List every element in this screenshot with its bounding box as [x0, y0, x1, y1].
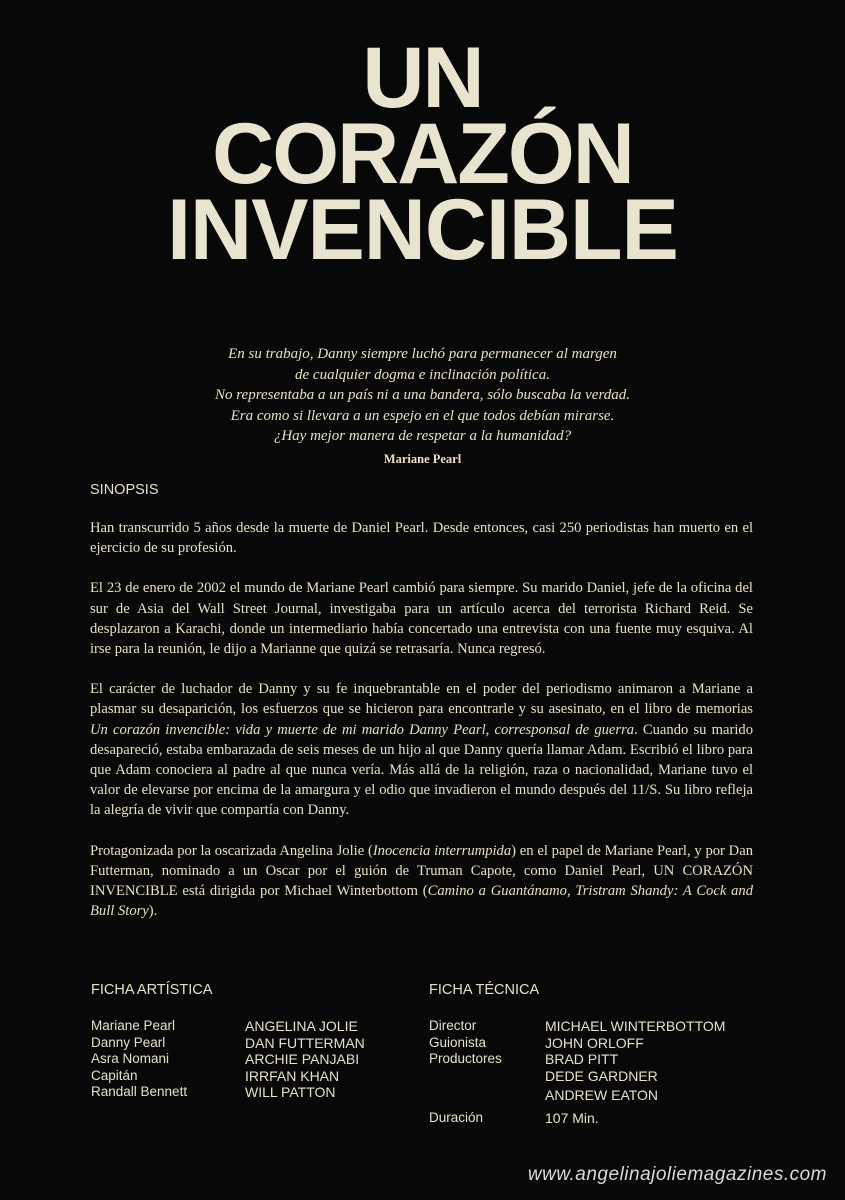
synopsis-paragraph-2: El 23 de enero de 2002 el mundo de Mariane Pearl cambió para siempre. Su marido Daniel, jefe de la oficina del sur de Asia del Wall Street Journal, investigaba para un artículo acerca del terrorista Richard Reid. Se desplazaron a Karachi, donde un intermediario había concertado una entrevista con una fuente muy esquiva. Al irse para la reunión, le dijo a Marianne que quizá se retrasaría. Nunca regresó.	[90, 580, 753, 658]
text-run: Protagonizada por la oscarizada Angelina Jolie (	[90, 842, 373, 859]
synopsis-paragraph-1: Han transcurrido 5 años desde la muerte de Daniel Pearl. Desde entonces, casi 250 periodistas han muerto en el ejercicio de su profesión.	[90, 520, 753, 557]
crew-value: MICHAEL WINTERBOTTOM	[545, 1018, 726, 1034]
synopsis-paragraph-3	[90, 679, 753, 820]
table-row	[429, 1104, 725, 1127]
cast-actor: IRRFAN KHAN	[245, 1067, 340, 1084]
cast-role: Danny Pearl	[91, 1034, 166, 1050]
quote-line: No representaba a un país ni a una bandera, sólo buscaba la verdad.	[215, 387, 630, 403]
film-title: Inocencia interrumpida	[372, 842, 512, 859]
crew-role: Director	[429, 1018, 477, 1033]
table-row	[91, 1068, 365, 1085]
quote-line: ¿Hay mejor manera de respetar a la humanidad?	[273, 428, 572, 444]
table-row	[91, 1084, 365, 1101]
quote-line: Era como si llevara a un espejo en el que todos debían mirarse.	[230, 407, 615, 424]
table-row	[91, 1018, 365, 1035]
cast-actor: ARCHIE PANJABI	[245, 1051, 360, 1067]
crew-role: Productores	[429, 1051, 502, 1066]
cast-actor: ANGELINA JOLIE	[245, 1018, 358, 1034]
film-titles: Camino a Guantánamo, Tristram Shandy: A Cock and Bull Story	[90, 883, 753, 920]
cast-role: Mariane Pearl	[91, 1018, 176, 1033]
crew-value: ANDREW EATON	[545, 1087, 659, 1103]
book-title: Un corazón invencible: vida y muerte de mi marido Danny Pearl, corresponsal de guerra	[90, 721, 635, 738]
cast-role: Capitán	[91, 1067, 138, 1083]
quote-block	[100, 344, 745, 469]
table-row	[429, 1084, 725, 1104]
title-line-3: INVENCIBLE	[167, 182, 678, 278]
crew-role	[429, 1084, 545, 1104]
cast-table	[91, 1018, 365, 1101]
quote-author: Mariane Pearl	[383, 451, 462, 466]
cast-actor: WILL PATTON	[245, 1084, 336, 1100]
cast-role: Randall Bennett	[91, 1084, 188, 1099]
crew-value: JOHN ORLOFF	[545, 1034, 644, 1051]
ficha-tecnica	[429, 982, 725, 1126]
cast-actor: DAN FUTTERMAN	[245, 1034, 365, 1051]
quote-line: de cualquier dogma e inclinación política.	[295, 366, 550, 383]
table-row	[429, 1018, 725, 1035]
cast-role: Asra Nomani	[91, 1051, 170, 1066]
text-run: ).	[148, 903, 158, 920]
quote-line: En su trabajo, Danny siempre luchó para permanecer al margen	[228, 346, 617, 362]
ficha-artistica	[91, 982, 365, 1101]
movie-title	[0, 30, 845, 278]
title-line-1: UN	[362, 30, 483, 126]
crew-value: BRAD PITT	[545, 1051, 619, 1067]
synopsis-paragraph-4	[90, 841, 753, 922]
ficha-artistica-heading: FICHA ARTÍSTICA	[91, 982, 213, 998]
text-run: ) en el papel de Mariane Pearl, y por Dan Futterman, nominado a un Oscar por el guión de Truman Capote, como Daniel Pearl, UN CORAZÓN INVENCIBLE está dirigida por Michael Winterbottom (	[90, 842, 753, 900]
table-row	[429, 1051, 725, 1068]
crew-value: 107 Min.	[545, 1109, 599, 1126]
watermark: www.angelinajoliemagazines.com	[527, 1164, 827, 1185]
title-line-2: CORAZÓN	[212, 106, 633, 202]
table-row	[91, 1035, 365, 1052]
crew-role: Duración	[429, 1109, 484, 1125]
synopsis-body	[90, 518, 753, 941]
table-row	[429, 1035, 725, 1052]
synopsis-heading: SINOPSIS	[90, 482, 159, 498]
crew-table	[429, 1018, 725, 1126]
text-run: . Cuando su marido desapareció, estaba embarazada de seis meses de un hijo al que Danny quería llamar Adam. Escribió el libro para que Adam conociera al padre al que nunca vería. Más allá de la religión, raza o nacionalidad, Mariane tuvo el valor de elevarse por encima de la amargura y el odio que invadieron el mundo después del 11/S. Su libro refleja la alegría de vivir que compartía con Danny.	[90, 721, 753, 819]
text-run: El carácter de luchador de Danny y su fe inquebrantable en el poder del periodismo animaron a Mariane a plasmar su desaparición, los esfuerzos que se hicieron para encontrarle y su asesinato, en el libro de memorias	[90, 681, 753, 718]
table-row	[429, 1068, 725, 1085]
ficha-tecnica-heading: FICHA TÉCNICA	[429, 982, 540, 998]
crew-role	[429, 1068, 545, 1085]
table-row	[91, 1051, 365, 1068]
crew-role: Guionista	[429, 1034, 487, 1050]
crew-value: DEDE GARDNER	[545, 1067, 658, 1084]
